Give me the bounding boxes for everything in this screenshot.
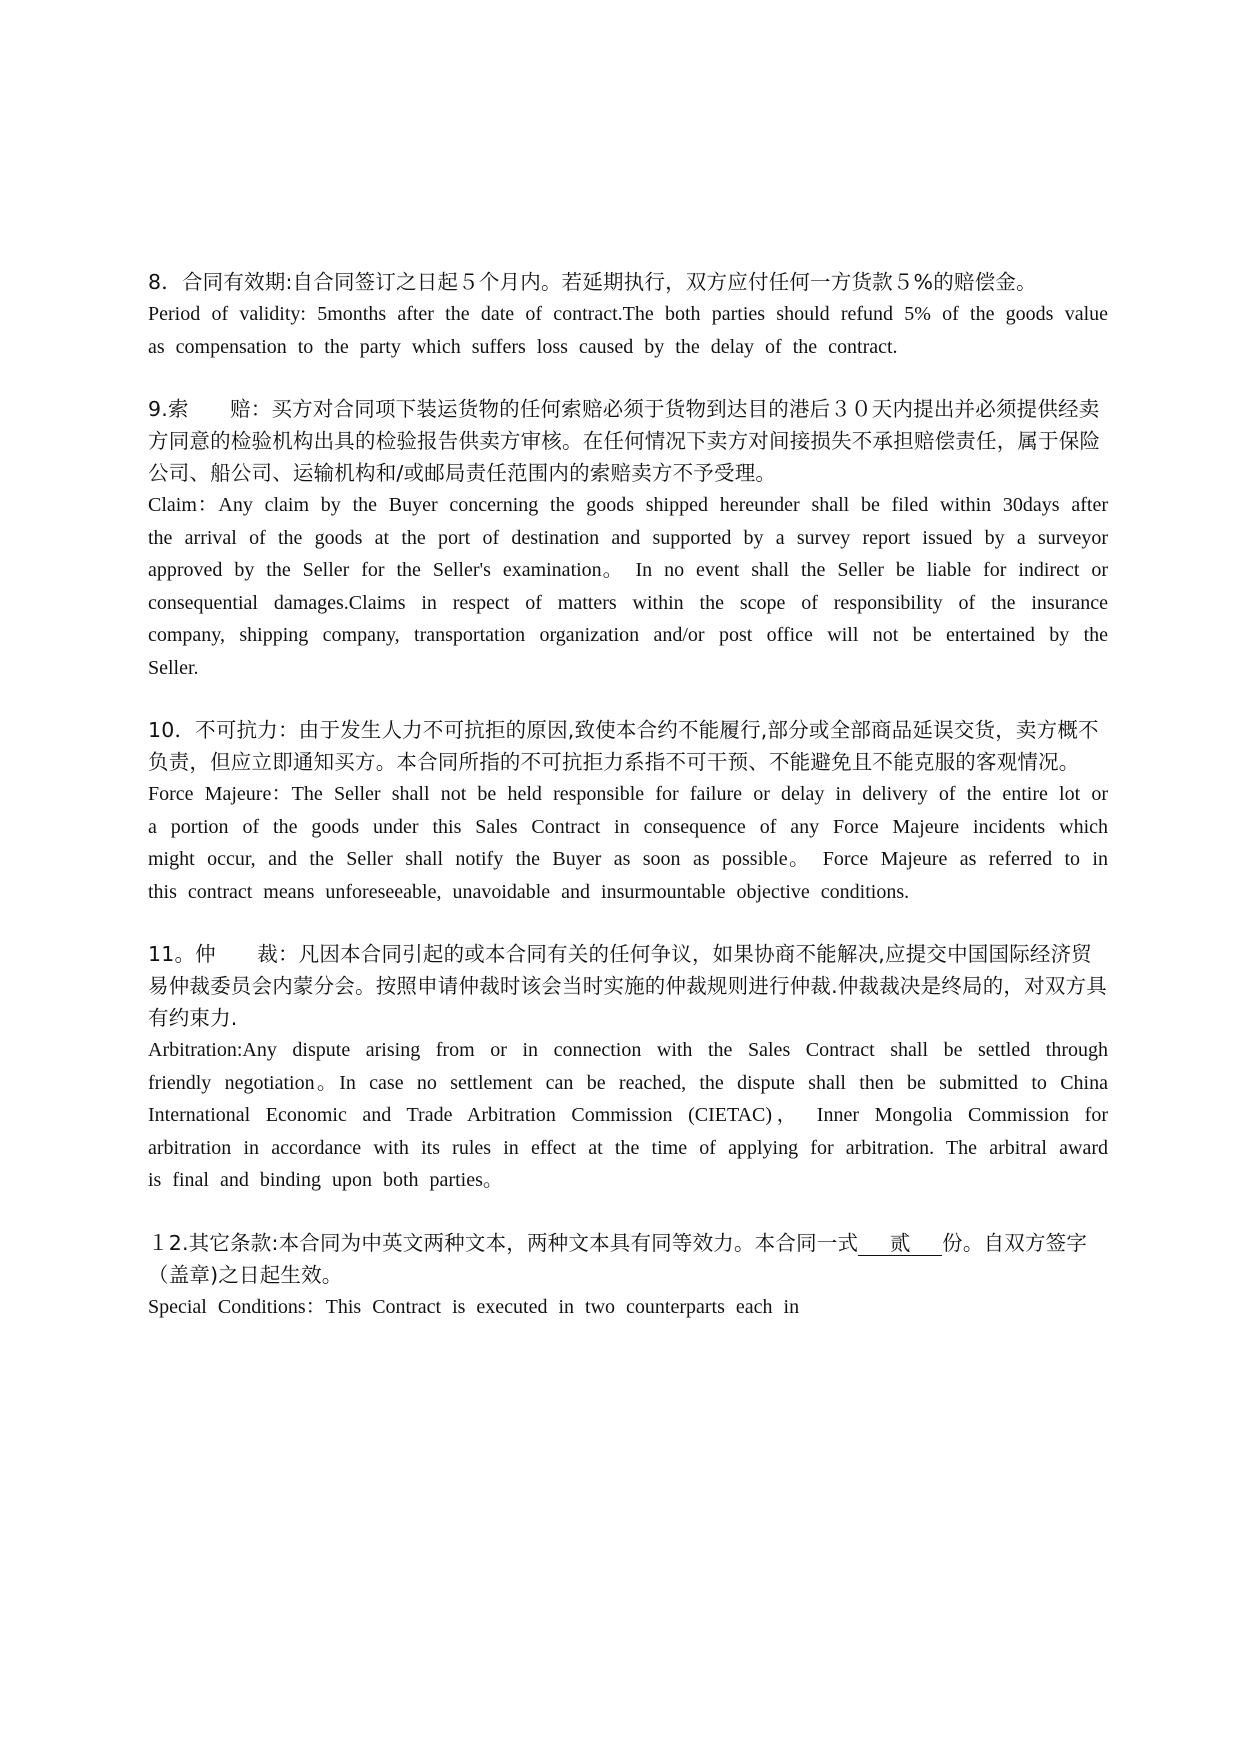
- clause-force-majeure: [148, 714, 1108, 908]
- clause-arbitration-en: Arbitration:Any dispute arising from or in connection with the Sales Contract shall be settled through friendly negotiation。In case no settlement can be reached, the dispute shall then be submitted to China International Economic and Trade Arbitration Commission (CIETAC)， Inner Mongolia Commission for arbitration in accordance with its rules in effect at the time of applying for arbitration. The arbitral award is final and binding upon both parties。: [148, 1039, 1108, 1191]
- clause-special-conditions-cn: [148, 1227, 1108, 1291]
- clause-arbitration: [148, 938, 1108, 1197]
- contract-page: [148, 266, 1108, 1323]
- clause-arbitration-cn: 11。仲 裁：凡因本合同引起的或本合同有关的任何争议，如果协商不能解决,应提交中国国际经济贸易仲裁委员会内蒙分会。按照申请仲裁时该会当时实施的仲裁规则进行仲裁.仲裁裁决是终局的，对双方具有约束力.: [148, 942, 1107, 1030]
- clause-special-conditions: [148, 1227, 1108, 1324]
- clause-claim: [148, 393, 1108, 684]
- clause-claim-cn: 9.索 赔：买方对合同项下装运货物的任何索赔必须于货物到达目的港后３０天内提出并必须提供经卖方同意的检验机构出具的检验报告供卖方审核。在任何情况下卖方对间接损失不承担赔偿责任，属于保险公司、船公司、运输机构和/或邮局责任范围内的索赔卖方不予受理。: [148, 397, 1101, 485]
- clause-force-majeure-cn: 10．不可抗力：由于发生人力不可抗拒的原因,致使本合约不能履行,部分或全部商品延误交货，卖方概不负责，但应立即通知买方。本合同所指的不可抗拒力系指不可干预、不能避免且不能克服的客观情况。: [148, 718, 1099, 774]
- clause-special-conditions-cn-before: １2.其它条款:本合同为中英文两种文本，两种文本具有同等效力。本合同一式: [148, 1230, 859, 1255]
- clause-validity-cn: 8．合同有效期:自合同签订之日起５个月内。若延期执行，双方应付任何一方货款５%的赔偿金。: [148, 270, 1037, 294]
- clause-special-conditions-cn-after: 份。自双方签字（盖章)之日起生效。: [148, 1230, 1088, 1287]
- clause-validity-en: Period of validity: 5months after the date of contract.The both parties should refund 5% of the goods value as compensation to the party which suffers loss caused by the delay of the contract.: [148, 303, 1108, 358]
- clause-special-conditions-en: Special Conditions：This Contract is executed in two counterparts each in: [148, 1295, 800, 1318]
- copies-count: 贰: [858, 1231, 942, 1256]
- clause-validity: [148, 266, 1108, 363]
- clause-force-majeure-en: Force Majeure：The Seller shall not be held responsible for failure or delay in delivery of the entire lot or a portion of the goods under this Sales Contract in consequence of any Force Majeure incidents which might occur, and the Seller shall notify the Buyer as soon as possible。 Force Majeure as referred to in this contract means unforeseeable, unavoidable and insurmountable objective conditions.: [148, 783, 1108, 903]
- clause-claim-en: Claim：Any claim by the Buyer concerning the goods shipped hereunder shall be filed within 30days after the arrival of the goods at the port of destination and supported by a survey report issued by a surveyor approved by the Seller for the Seller's examination。 In no event shall the Seller be liable for indirect or consequential damages.Claims in respect of matters within the scope of responsibility of the insurance company, shipping company, transportation organization and/or post office will not be entertained by the Seller.: [148, 494, 1108, 679]
